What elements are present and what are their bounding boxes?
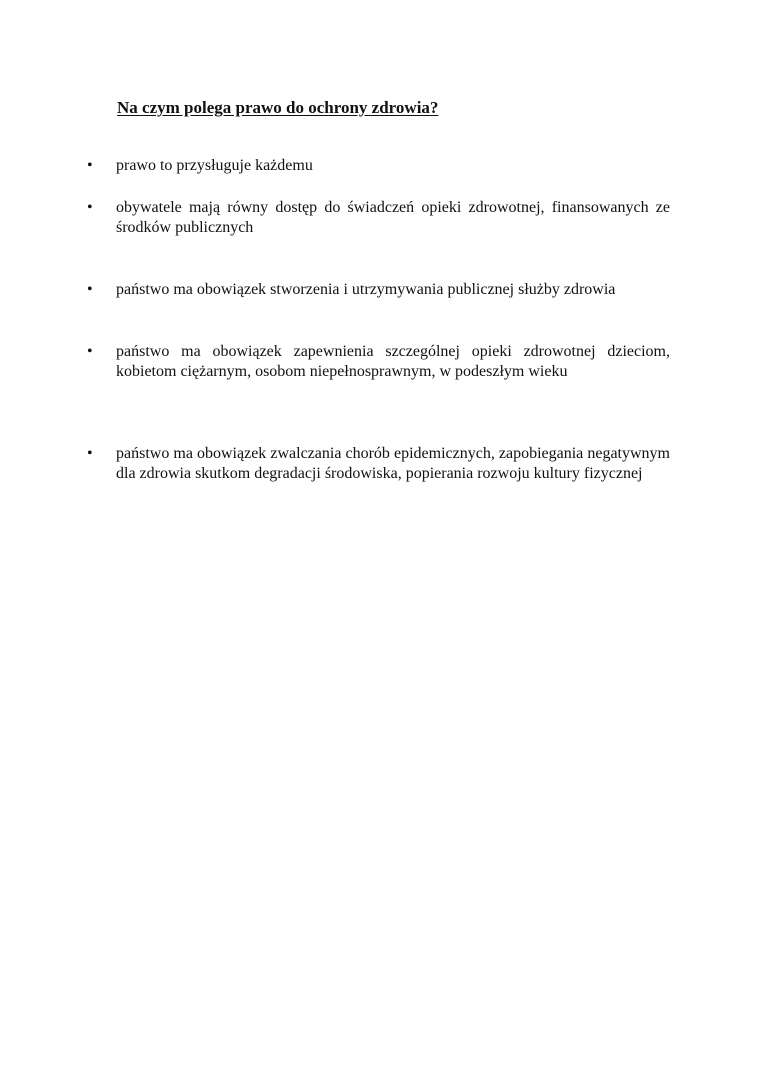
bullet-icon: • <box>87 445 93 462</box>
list-item-text: państwo ma obowiązek stworzenia i utrzymywania publicznej służby zdrowia <box>116 281 616 298</box>
bullet-icon: • <box>87 199 93 216</box>
list-item <box>87 444 670 484</box>
list-item-text: prawo to przysługuje każdemu <box>116 157 313 174</box>
bullet-icon: • <box>87 157 93 174</box>
list-item <box>87 342 670 382</box>
bullet-icon: • <box>87 343 93 360</box>
page-title: Na czym polega prawo do ochrony zdrowia? <box>117 98 439 117</box>
list-item-text: państwo ma obowiązek zwalczania chorób epidemicznych, zapobiegania negatywnym dla zdrowia skutkom degradacji środowiska, popierania rozwoju kultury fizycznej <box>116 445 670 482</box>
bullet-icon: • <box>87 281 93 298</box>
list-item-text: państwo ma obowiązek zapewnienia szczególnej opieki zdrowotnej dzieciom, kobietom ciężarnym, osobom niepełnosprawnym, w podeszłym wieku <box>116 343 670 380</box>
list-item-text: obywatele mają równy dostęp do świadczeń opieki zdrowotnej, finansowanych ze środków publicznych <box>116 199 670 236</box>
list-item <box>87 156 670 176</box>
list-item <box>87 198 670 238</box>
list-item <box>87 280 670 300</box>
